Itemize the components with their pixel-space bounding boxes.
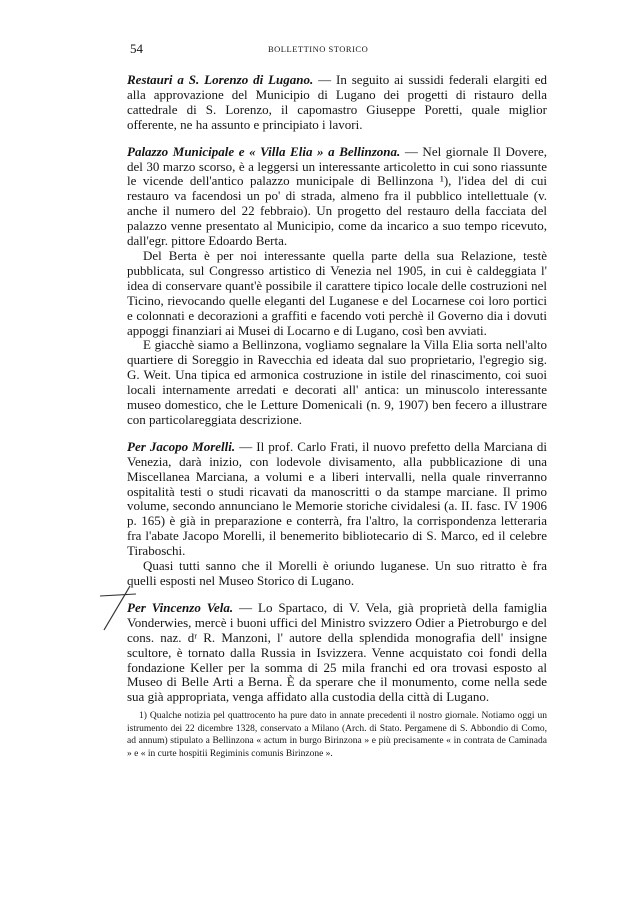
footnote-text: 1) Qualche notizia pel quattrocento ha pure dato in annate precedenti il nostro giornale. Notiamo oggi un istrumento dei 22 dicembre 1328, conservato a Milano (Arch. di Stato. Pergamene di S. Abbondio di Como, ad annum) stipulato a Bellinzona « actum in burgo Birinzona » e più precisamente « in contrata de Caminada » e « in curte hospitii Regiminis comunis Birinzone ».: [127, 711, 547, 759]
section-paragraph: Per Vincenzo Vela. — Lo Spartaco, di V. Vela, già proprietà della famiglia Vonderwies, mercè i buoni uffici del Ministro svizzero Odier a Pietroburgo e del cons. naz. dʳ R. Manzoni, l' autore della splendida monografia dell' insigne scultore, è tornato dalla Russia in Isvizzera. Venne acquistato coi fondi della fondazione Keller per la somma di 25 mila franchi ed ora trovasi esposto al Museo di Belle Arti a Berna. È da sperare che il monumento, come nella sede sua già appropriata, venga affidato alla custodia della città di Lugano.: [127, 599, 548, 705]
article-body: [127, 73, 547, 717]
section-paragraph: Palazzo Municipale e « Villa Elia » a Bellinzona. — Nel giornale Il Dovere, del 30 marzo scorso, è a leggersi un interessante articoletto in cui sono riassunte le vicende dell'antico palazzo municipale di Bellinzona ¹), l'idea del di cui restauro va facendosi un po' di strada, almeno fra il pubblico intellettuale (v. anche il numero del 22 febbraio). Un progetto del restauro della facciata del palazzo venne presentato al Municipio, come da incarico a suo tempo ricevuto, dall'egr. pittore Edoardo Berta.: [127, 143, 547, 249]
running-title: BOLLETTINO STORICO: [268, 44, 369, 54]
section-bellinzona: [127, 145, 547, 428]
section-heading: Per Jacopo Morelli.: [127, 438, 236, 454]
section-heading: Palazzo Municipale e « Villa Elia » a Bellinzona.: [127, 143, 401, 159]
pencil-annotation-mark: [98, 582, 138, 634]
section-vela: [127, 601, 547, 705]
section-heading: Per Vincenzo Vela.: [127, 599, 234, 615]
section-morelli: [127, 440, 547, 589]
section-paragraph: E giacchè siamo a Bellinzona, vogliamo segnalare la Villa Elia sorta nell'alto quartiere di Soreggio in Ravecchia ed ideata dal suo proprietario, l'egregio sig. G. Weit. Una tipica ed armonica costruzione in istile del rinascimento, coi suoi locali internamente arredati e decorati all' antica: un minuscolo interessante museo domestico, che le Letture Domenicali (n. 9, 1907) ben fecero a illustrare con particolareggiata descrizione.: [127, 337, 547, 427]
section-paragraph: Del Berta è per noi interessante quella parte della sua Relazione, testè pubblicata, sul Congresso artistico di Venezia nel 1905, in cui è caldeggiata l' idea di conservare quant'è possibile il carattere tipico locale delle costruzioni nel Ticino, rievocando quelle eleganti del Luganese e del Locarnese coi loro portici e colonnati e decorazioni a graffiti e facendo voti perchè il Governo dia i dovuti appoggi finanziari ai Musei di Locarno e di Lugano, così ben avviati.: [127, 247, 547, 338]
section-paragraph: Restauri a S. Lorenzo di Lugano. — In seguito ai sussidi federali elargiti ed alla approvazione del Municipio di Lugano dei progetti di ristauro della cattedrale di S. Lorenzo, il capomastro Giuseppe Poretti, quale miglior offerente, ne ha assunto e principiato i lavori.: [127, 72, 548, 132]
section-lorenzo: [127, 73, 547, 133]
page-header: [118, 37, 542, 59]
page-number: 54: [130, 41, 143, 56]
section-paragraph: Quasi tutti sanno che il Morelli è oriundo luganese. Un suo ritratto è fra quelli esposti nel Museo Storico di Lugano.: [127, 558, 547, 588]
section-heading: Restauri a S. Lorenzo di Lugano.: [127, 72, 314, 87]
section-paragraph: Per Jacopo Morelli. — Il prof. Carlo Frati, il nuovo prefetto della Marciana di Venezia, darà inizio, con lodevole divisamento, alla pubblicazione di una Miscellanea Marciana, a volumi e a liberi intervalli, nella quale rinverranno ospitalità testi o studi ricavati da manoscritti o da stampe marciane. Il primo volume, secondo annunciano le Memorie storiche cividalesi (a. II. fasc. IV 1906 p. 165) è già in preparazione e conterrà, fra l'altro, la corrispondenza letteraria fra l'abate Jacopo Morelli, il benemerito bibliotecario di S. Marco, ed il celebre Tiraboschi.: [127, 438, 548, 559]
footnotes: [127, 710, 547, 760]
